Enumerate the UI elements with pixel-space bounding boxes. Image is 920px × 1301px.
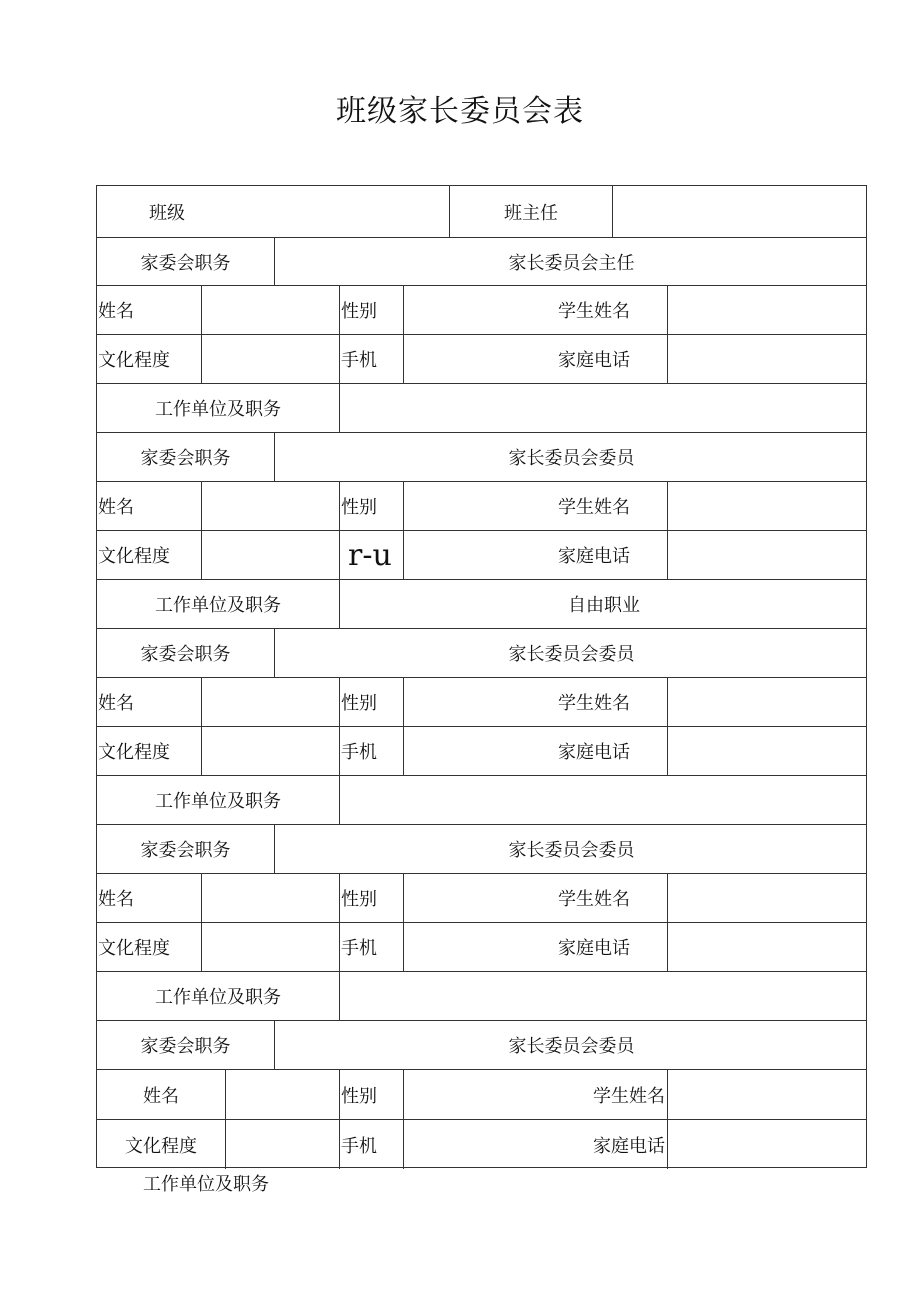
education-value[interactable]: [201, 335, 339, 383]
workplace-label: 工作单位及职务: [155, 399, 281, 420]
gender-label: 性别: [339, 482, 403, 530]
education-row: [97, 922, 866, 971]
name-row: [97, 677, 866, 726]
student-name-value[interactable]: [667, 286, 868, 334]
name-row: [97, 1069, 866, 1119]
name-label: 姓名: [98, 693, 134, 714]
duty-row: [97, 824, 866, 873]
duty-label: 家委会职务: [140, 644, 231, 665]
workplace-value[interactable]: [339, 972, 868, 1020]
education-label: 文化程度: [125, 1135, 197, 1157]
home-phone-value[interactable]: [667, 1120, 868, 1169]
name-label: 姓名: [98, 301, 134, 322]
workplace-value[interactable]: [339, 776, 868, 824]
education-label: 文化程度: [98, 742, 170, 763]
workplace-label: 工作单位及职务: [155, 791, 281, 812]
name-value[interactable]: [201, 286, 339, 334]
gender-value[interactable]: [403, 874, 557, 922]
duty-label: 家委会职务: [140, 1036, 231, 1057]
duty-row: [97, 432, 866, 481]
name-value[interactable]: [201, 678, 339, 726]
name-label: 姓名: [143, 1085, 179, 1107]
mobile-value[interactable]: [403, 727, 557, 775]
workplace-label: 工作单位及职务: [155, 987, 281, 1008]
workplace-row: [97, 971, 866, 1020]
gender-label: 性别: [339, 1070, 403, 1119]
name-value[interactable]: [225, 1070, 339, 1119]
student-name-value[interactable]: [667, 678, 868, 726]
gender-label: 性别: [339, 286, 403, 334]
duty-row: [97, 1020, 866, 1069]
name-value[interactable]: [201, 482, 339, 530]
mobile-label: 手机: [339, 727, 403, 775]
student-name-label: 学生姓名: [558, 301, 630, 322]
education-value[interactable]: [201, 531, 339, 579]
mobile-value[interactable]: [403, 923, 557, 971]
duty-label: 家委会职务: [140, 840, 231, 861]
name-row: [97, 285, 866, 334]
workplace-value[interactable]: [339, 384, 868, 432]
page-title: 班级家长委员会表: [336, 94, 584, 129]
education-label: 文化程度: [98, 546, 170, 567]
duty-row: [97, 628, 866, 677]
workplace-row: [97, 775, 866, 824]
home-phone-label: 家庭电话: [558, 938, 630, 959]
education-row: [97, 1119, 866, 1169]
education-value[interactable]: [201, 727, 339, 775]
student-name-label: 学生姓名: [558, 497, 630, 518]
duty-value[interactable]: 家长委员会委员: [274, 433, 868, 481]
education-label: 文化程度: [98, 938, 170, 959]
duty-row: [97, 237, 866, 285]
head-teacher-label: 班主任: [449, 186, 612, 237]
home-phone-label: 家庭电话: [558, 350, 630, 371]
name-label: 姓名: [98, 497, 134, 518]
duty-value[interactable]: 家长委员会委员: [274, 1021, 868, 1069]
gender-label: 性别: [339, 874, 403, 922]
name-value[interactable]: [201, 874, 339, 922]
mobile-value[interactable]: [403, 531, 557, 579]
workplace-row: [97, 383, 866, 432]
name-label: 姓名: [98, 889, 134, 910]
duty-value[interactable]: 家长委员会主任: [274, 238, 868, 285]
duty-label: 家委会职务: [140, 252, 231, 274]
home-phone-label: 家庭电话: [403, 1120, 667, 1169]
head-teacher-value[interactable]: [612, 186, 868, 237]
education-label: 文化程度: [98, 350, 170, 371]
home-phone-value[interactable]: [667, 335, 868, 383]
duty-label: 家委会职务: [140, 448, 231, 469]
class-row: [97, 186, 866, 237]
education-row: [97, 334, 866, 383]
student-name-label: 学生姓名: [558, 889, 630, 910]
workplace-label: 工作单位及职务: [155, 595, 281, 616]
mobile-label: 手机: [339, 335, 403, 383]
student-name-value[interactable]: [667, 1070, 868, 1119]
student-name-value[interactable]: [667, 482, 868, 530]
trailing-workplace-label: 工作单位及职务: [143, 1174, 269, 1195]
home-phone-label: 家庭电话: [558, 742, 630, 763]
duty-value[interactable]: 家长委员会委员: [274, 825, 868, 873]
name-row: [97, 481, 866, 530]
duty-value[interactable]: 家长委员会委员: [274, 629, 868, 677]
mobile-label: 手机: [339, 923, 403, 971]
home-phone-label: 家庭电话: [558, 546, 630, 567]
committee-form-table: [96, 185, 867, 1168]
education-row: [97, 726, 866, 775]
mobile-label: r-u: [339, 531, 403, 579]
name-row: [97, 873, 866, 922]
mobile-label: 手机: [339, 1120, 403, 1169]
home-phone-value[interactable]: [667, 923, 868, 971]
education-row: [97, 530, 866, 579]
mobile-value[interactable]: [403, 335, 557, 383]
workplace-row: [97, 579, 866, 628]
class-label: 班级: [149, 202, 185, 224]
student-name-label: 学生姓名: [403, 1070, 667, 1119]
home-phone-value[interactable]: [667, 727, 868, 775]
workplace-value[interactable]: 自由职业: [339, 580, 868, 628]
class-value[interactable]: [237, 186, 449, 237]
education-value[interactable]: [225, 1120, 339, 1169]
home-phone-value[interactable]: [667, 531, 868, 579]
student-name-label: 学生姓名: [558, 693, 630, 714]
gender-value[interactable]: [403, 678, 557, 726]
gender-value[interactable]: [403, 482, 557, 530]
student-name-value[interactable]: [667, 874, 868, 922]
gender-label: 性别: [339, 678, 403, 726]
education-value[interactable]: [201, 923, 339, 971]
gender-value[interactable]: [403, 286, 557, 334]
